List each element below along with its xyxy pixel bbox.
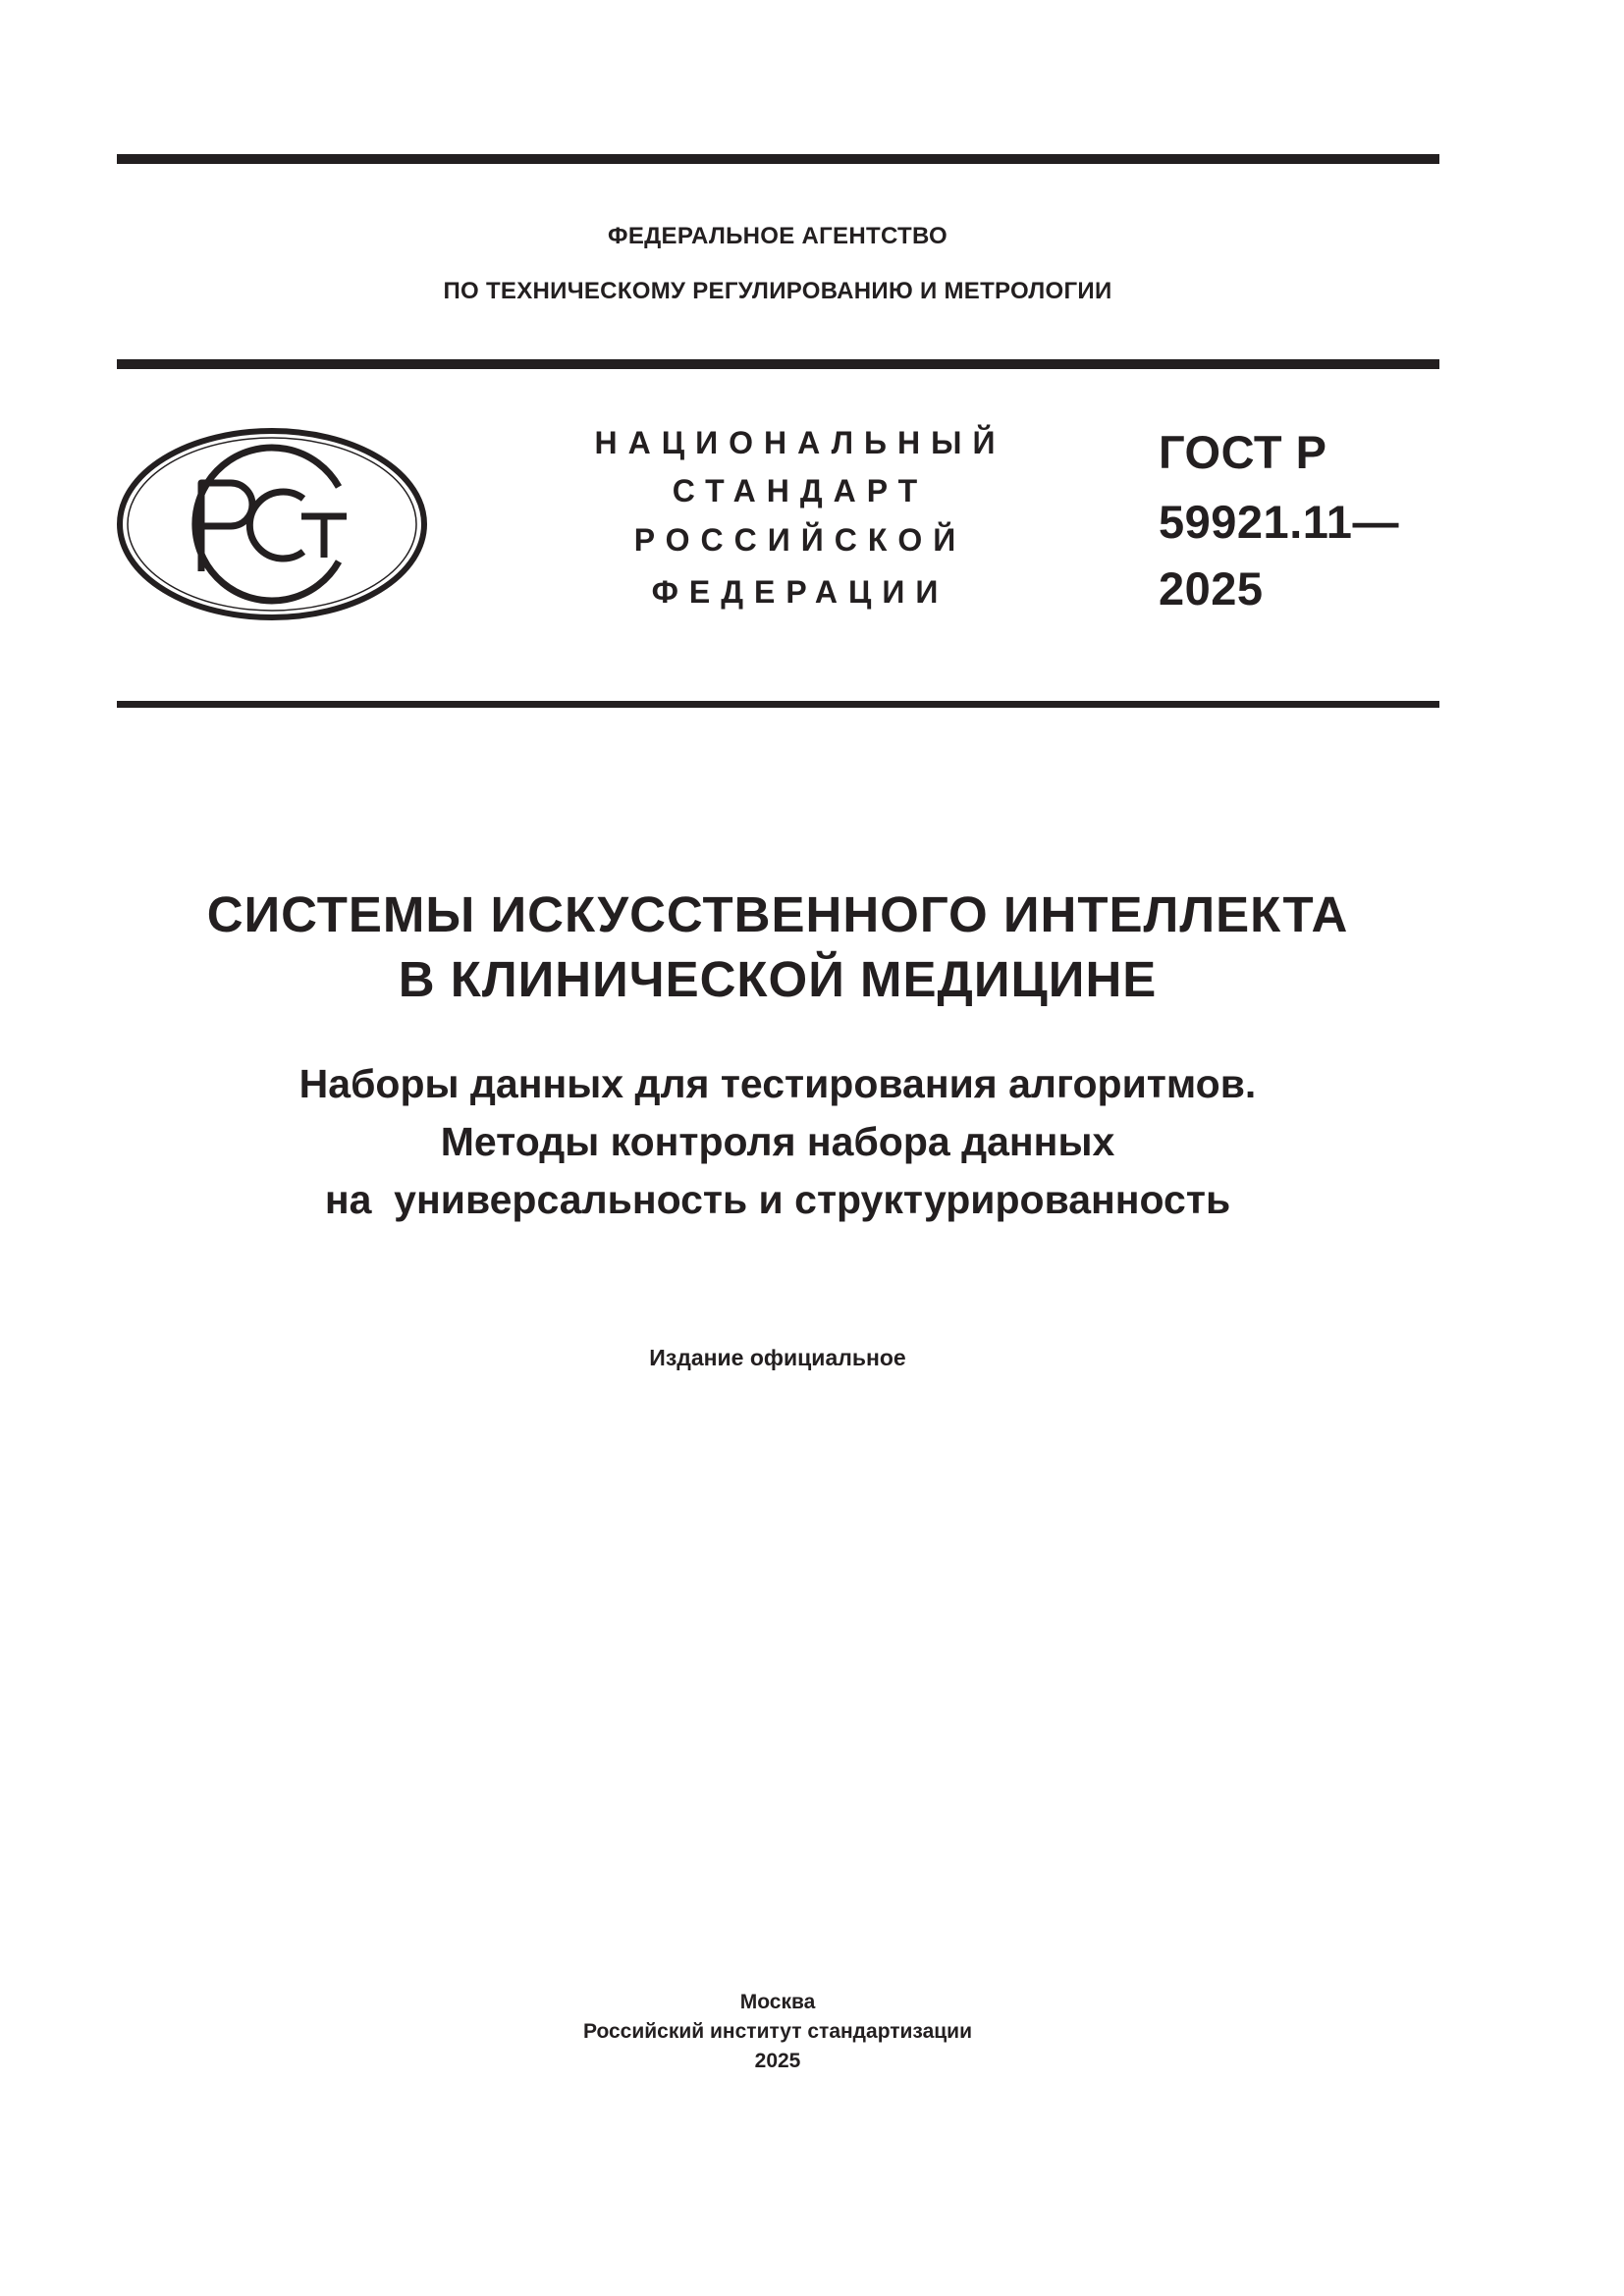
- agency-name-line-2: ПО ТЕХНИЧЕСКОМУ РЕГУЛИРОВАНИЮ И МЕТРОЛОГИИ: [443, 278, 1112, 304]
- document-title-line-1: СИСТЕМЫ ИСКУССТВЕННОГО ИНТЕЛЛЕКТА: [206, 886, 1349, 942]
- edition-label: Издание официальное: [649, 1345, 906, 1370]
- standard-designation-number: 59921.11—: [1159, 496, 1399, 548]
- imprint-city: Москва: [739, 1991, 816, 2013]
- standard-designation-prefix: ГОСТ Р: [1159, 426, 1327, 478]
- national-standard-line-1: НАЦИОНАЛЬНЫЙ: [594, 425, 1006, 460]
- standard-designation-year: 2025: [1159, 562, 1264, 614]
- national-standard-line-3: РОССИЙСКОЙ: [633, 522, 967, 558]
- section-rule: [117, 701, 1439, 708]
- document-subtitle-line-3: на универсальность и структурированность: [324, 1177, 1231, 1222]
- document-subtitle-line-2: Методы контроля набора данных: [440, 1119, 1115, 1164]
- imprint-publisher: Российский институт стандартизации: [582, 2020, 973, 2043]
- rst-certification-mark-icon: [115, 426, 429, 622]
- national-standard-line-4: ФЕДЕРАЦИИ: [651, 574, 949, 610]
- document-title-line-2: В КЛИНИЧЕСКОЙ МЕДИЦИНЕ: [398, 951, 1158, 1007]
- header-rule: [117, 359, 1439, 369]
- national-standard-line-2: СТАНДАРТ: [672, 473, 929, 508]
- top-rule: [117, 154, 1439, 164]
- agency-name-line-1: ФЕДЕРАЛЬНОЕ АГЕНТСТВО: [608, 223, 947, 249]
- document-subtitle-line-1: Наборы данных для тестирования алгоритмов.: [298, 1061, 1257, 1106]
- imprint-year: 2025: [754, 2050, 801, 2072]
